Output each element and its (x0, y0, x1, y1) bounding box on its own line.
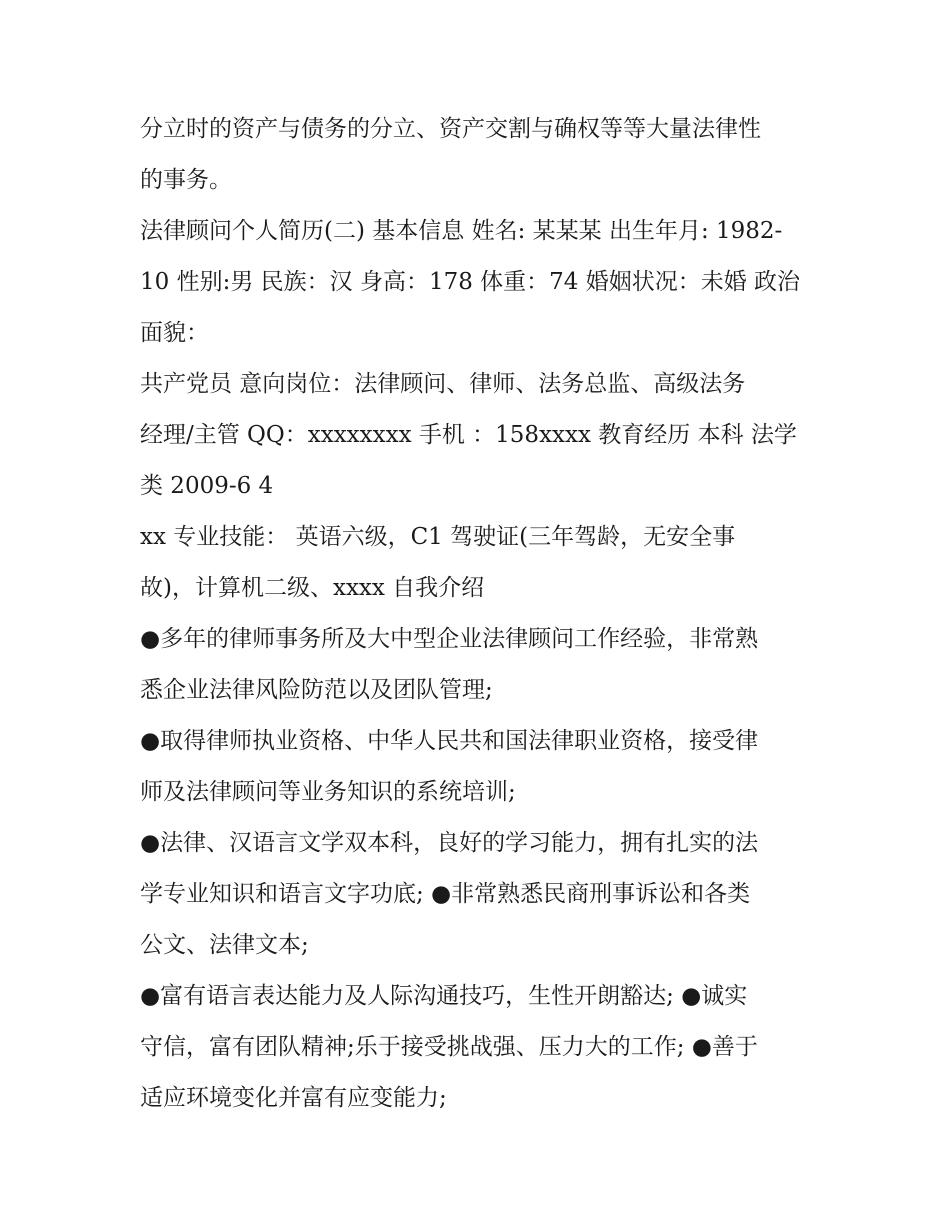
text-line: 10 性别:男 民族：汉 身高：178 体重：74 婚姻状况：未婚 政治 (140, 269, 801, 295)
document-body (140, 104, 820, 1124)
text-line: 经理/主管 QQ：xxxxxxxx 手机 ：158xxxx 教育经历 本科 法学 (140, 422, 797, 448)
text-line: 的事务。 (140, 167, 232, 193)
text-line: 分立时的资产与债务的分立、资产交割与确权等等大量法律性 (140, 116, 761, 142)
text-line: 面貌： (140, 320, 209, 346)
text-line: 悉企业法律风险防范以及团队管理; (140, 677, 493, 703)
text-line: 故)，计算机二级、xxxx 自我介绍 (140, 575, 485, 601)
text-line: 法律顾问个人简历(二) 基本信息 姓名: 某某某 出生年月: 1982- (140, 218, 783, 244)
text-line: ●富有语言表达能力及人际沟通技巧，生性开朗豁达; ●诚实 (140, 983, 748, 1009)
text-line: 共产党员 意向岗位：法律顾问、律师、法务总监、高级法务 (140, 371, 746, 397)
text-line: ●取得律师执业资格、中华人民共和国法律职业资格，接受律 (140, 728, 759, 754)
text-line: ●多年的律师事务所及大中型企业法律顾问工作经验，非常熟 (140, 626, 759, 652)
text-line: 守信，富有团队精神;乐于接受挑战强、压力大的工作; ●善于 (140, 1034, 758, 1060)
text-line: xx 专业技能： 英语六级，C1 驾驶证(三年驾龄，无安全事 (140, 524, 736, 550)
text-line: 公文、法律文本; (140, 932, 309, 958)
text-line: 学专业知识和语言文字功底; ●非常熟悉民商刑事诉讼和各类 (140, 881, 751, 907)
text-line: 师及法律顾问等业务知识的系统培训; (140, 779, 516, 805)
text-line: ●法律、汉语言文学双本科，良好的学习能力，拥有扎实的法 (140, 830, 759, 856)
text-line: 类 2009-6 4 (140, 473, 274, 499)
text-line: 适应环境变化并富有应变能力; (140, 1085, 447, 1111)
